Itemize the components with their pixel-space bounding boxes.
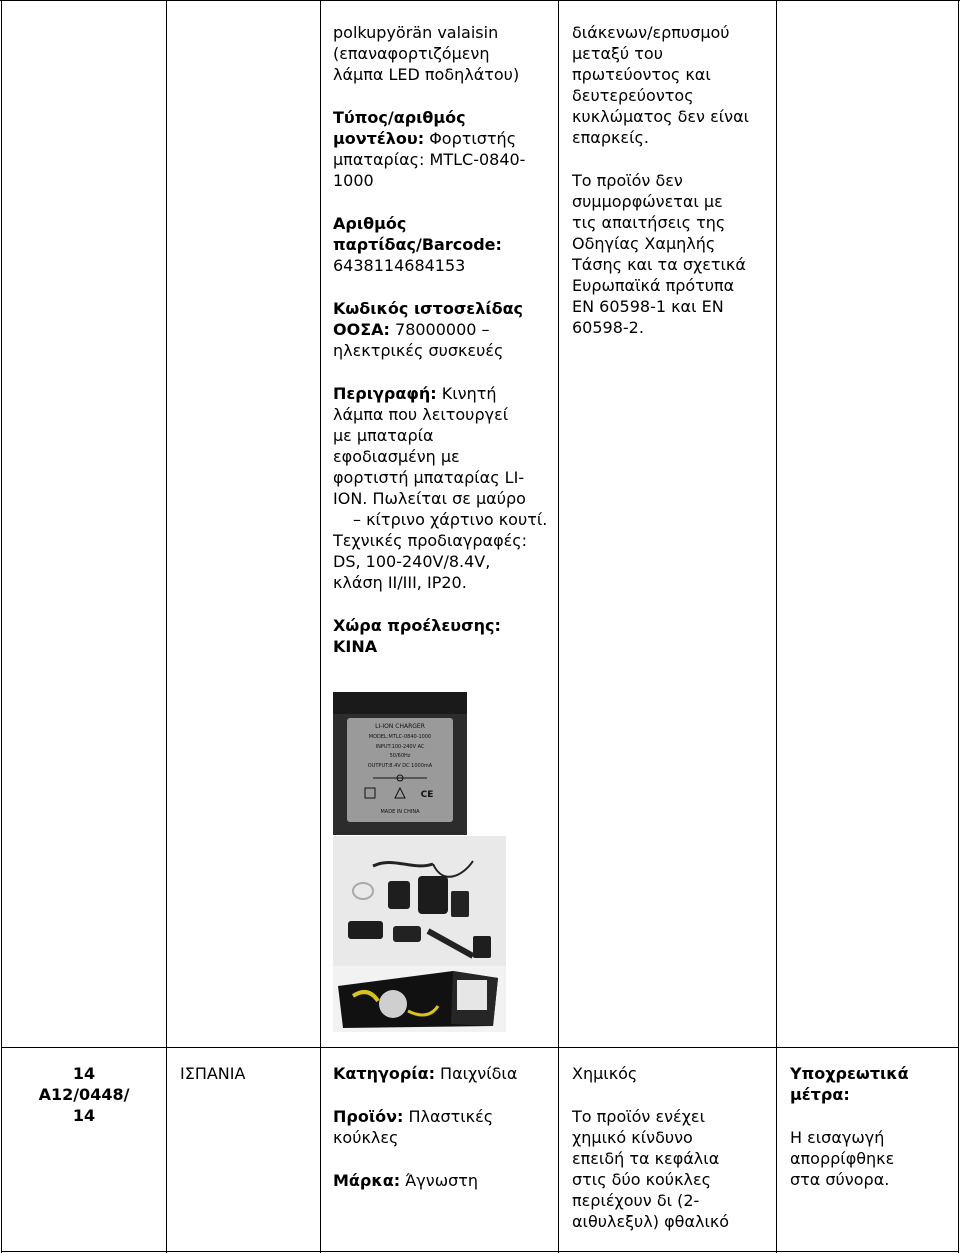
risk-type: Χημικός [572,1064,638,1083]
column-divider-2 [320,0,321,1253]
charger-label-line-3: INPUT:100-240V AC [375,744,425,750]
table-bottom-border [1,1251,959,1252]
risk-text-paragraph-2: Το προϊόν δεν συμμορφώνεται με τις απαιτήσεις της Οδηγίας Χαμηλής Τάσης και τα σχετικά Ευρωπαϊκά πρότυπα EN 60598-1 και EN 60598-2. [572,171,746,337]
risk-description-cell [572,22,770,360]
description-field: Περιγραφή: Κινητή λάμπα που λειτουργεί με μπαταρία εφοδιασμένη με φορτιστή μπαταρίας LI- ION. Πωλείται σε μαύρο – κίτρινο χάρτινο κουτί. Τεχνικές προδιαγραφές: DS, 100-240V/8.4V, κλάση ΙΙ/ΙΙΙ, IP20. [333,384,548,592]
accessories-photo [333,836,506,966]
box-photo [333,966,506,1032]
column-divider-3 [558,0,559,1253]
country-cell [180,1063,318,1084]
charger-label-line-1: LI-ION CHARGER [375,723,425,730]
measures-text: Η εισαγωγή απορρίφθηκε στα σύνορα. [790,1128,895,1189]
notification-number-line-1: 14 [72,1064,96,1083]
origin-field: Χώρα προέλευσης: ΚΙΝΑ [333,616,501,656]
measures-cell-row14 [790,1063,955,1212]
column-divider-4 [776,0,777,1253]
table-left-border [1,0,2,1253]
model-field: Τύπος/αριθμός μοντέλου: Φορτιστής μπαταρίας: MTLC-0840- 1000 [333,108,526,190]
charger-label-line-6: MADE IN CHINA [380,809,420,815]
charger-photo [333,692,467,835]
table-right-border [958,0,959,1253]
risk-description: Το προϊόν ενέχει χημικό κίνδυνο επειδή τα κεφάλια στις δύο κούκλες περιέχουν δι (2- αιθυλεξυλ) φθαλικό [572,1107,730,1231]
row-divider [1,1047,959,1048]
notification-number-cell [4,1063,164,1126]
risk-cell-row14 [572,1063,770,1254]
product-cell-row14 [333,1063,555,1213]
column-divider-1 [166,0,167,1253]
category-field: Κατηγορία: Παιχνίδια [333,1064,518,1083]
batch-barcode-field: Αριθμός παρτίδας/Barcode: 6438114684153 [333,214,502,275]
svg-text:CE: CE [420,790,434,800]
risk-text-paragraph-1: διάκενων/ερπυσμού μεταξύ του πρωτεύοντος και δευτερεύοντος κυκλώματος δεν είναι επαρκείς. [572,23,750,147]
box-image [333,966,506,1032]
charger-label-line-5: OUTPUT:8.4V DC 1000mA [367,763,433,769]
charger-label-line-4: 50/60Hz [389,753,411,759]
table-top-border [0,0,960,1]
product-field: Προϊόν: Πλαστικές κούκλες [333,1107,494,1147]
product-details-cell [333,22,555,679]
measures-label: Υποχρεωτικά μέτρα: [790,1064,909,1104]
charger-label-line-2: MODEL:MTLC-0840-1000 [368,734,432,740]
notification-number-line-3: 14 [72,1106,96,1125]
notifying-country: ΙΣΠΑΝΙΑ [180,1064,246,1083]
oecd-code-field: Κωδικός ιστοσελίδας ΟΟΣΑ: 78000000 – ηλεκτρικές συσκευές [333,299,524,360]
accessories-image [333,836,506,966]
brand-field: Μάρκα: Άγνωστη [333,1171,479,1190]
product-name: polkupyörän valaisin (επαναφορτιζόμενη λάμπα LED ποδηλάτου) [333,23,520,84]
notification-number-line-2: A12/0448/ [38,1085,130,1104]
charger-image [333,692,467,835]
